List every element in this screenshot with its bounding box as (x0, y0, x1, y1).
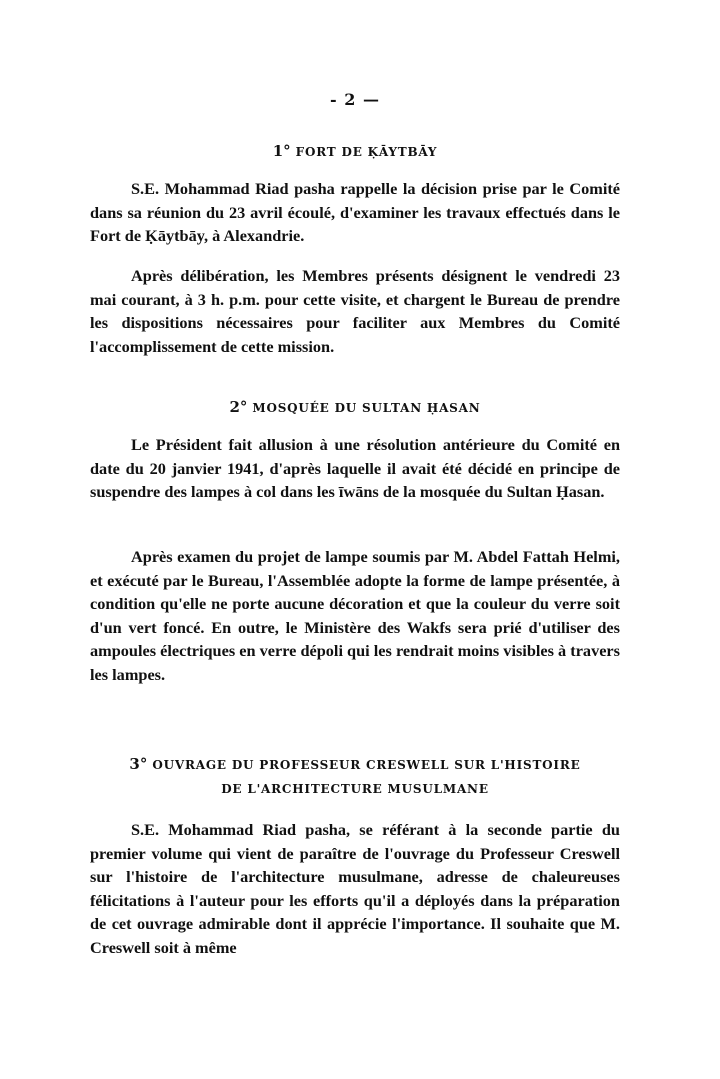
section-2-title: MOSQUÉE DU SULTAN ḤASAN (252, 401, 481, 415)
section-1-paragraph-2: Après délibération, les Membres présents désignent le vendredi 23 mai courant, à 3 h. p.m. pour cette visite, et chargent le Bureau de prendre les dispositions nécessaires pour faciliter aux Membres du Comité l'accomplissement de cette mission. (90, 266, 620, 356)
section-2-paragraph-2: Après examen du projet de lampe soumis par M. Abdel Fattah Helmi, et exécuté par le Bureau, l'Assemblée adopte la forme de lampe présentée, à condition qu'elle ne porte aucune décoration et que la couleur du verre soit d'un vert foncé. En outre, le Ministère des Wakfs sera prié d'utiliser des ampoules électriques en verre dépoli qui les rendrait moins visibles à travers les lampes. (90, 547, 620, 684)
page-number: - 2 — (330, 90, 380, 109)
section-2-number: 2° (229, 398, 248, 416)
section-3-title: OUVRAGE DU PROFESSEUR CRESWELL SUR L'HISTOIRE (152, 758, 581, 772)
section-1-title: FORT DE ḲĀYTBĀY (295, 145, 438, 159)
section-1-paragraph-1: S.E. Mohammad Riad pasha rappelle la décision prise par le Comité dans sa réunion du 23 avril écoulé, d'examiner les travaux effectués dans le Fort de Ḳāytbāy, à Alexandrie. (90, 179, 620, 245)
document-page (90, 0, 620, 1079)
section-1-number: 1° (272, 142, 291, 160)
section-2-paragraph-1: Le Président fait allusion à une résolution antérieure du Comité en date du 20 janvier 1941, d'après laquelle il avait été décidé en principe de suspendre des lampes à col dans les īwāns de la mosquée du Sultan Ḥasan. (90, 435, 620, 501)
section-2-heading (90, 398, 620, 416)
section-1-heading (90, 142, 620, 160)
section-3-heading-line-2: DE L'ARCHITECTURE MUSULMANE (221, 782, 489, 796)
section-3-number: 3° (129, 755, 148, 773)
section-3-heading (90, 755, 620, 773)
section-3-paragraph-1: S.E. Mohammad Riad pasha, se référant à la seconde partie du premier volume qui vient de paraître de l'ouvrage du Professeur Creswell sur l'histoire de l'architecture musulmane, adresse de chaleureuses félicitations à l'auteur pour les efforts qu'il a déployés dans la préparation de cet ouvrage admirable dont il apprécie l'importance. Il souhaite que M. Creswell soit à même (90, 820, 620, 957)
